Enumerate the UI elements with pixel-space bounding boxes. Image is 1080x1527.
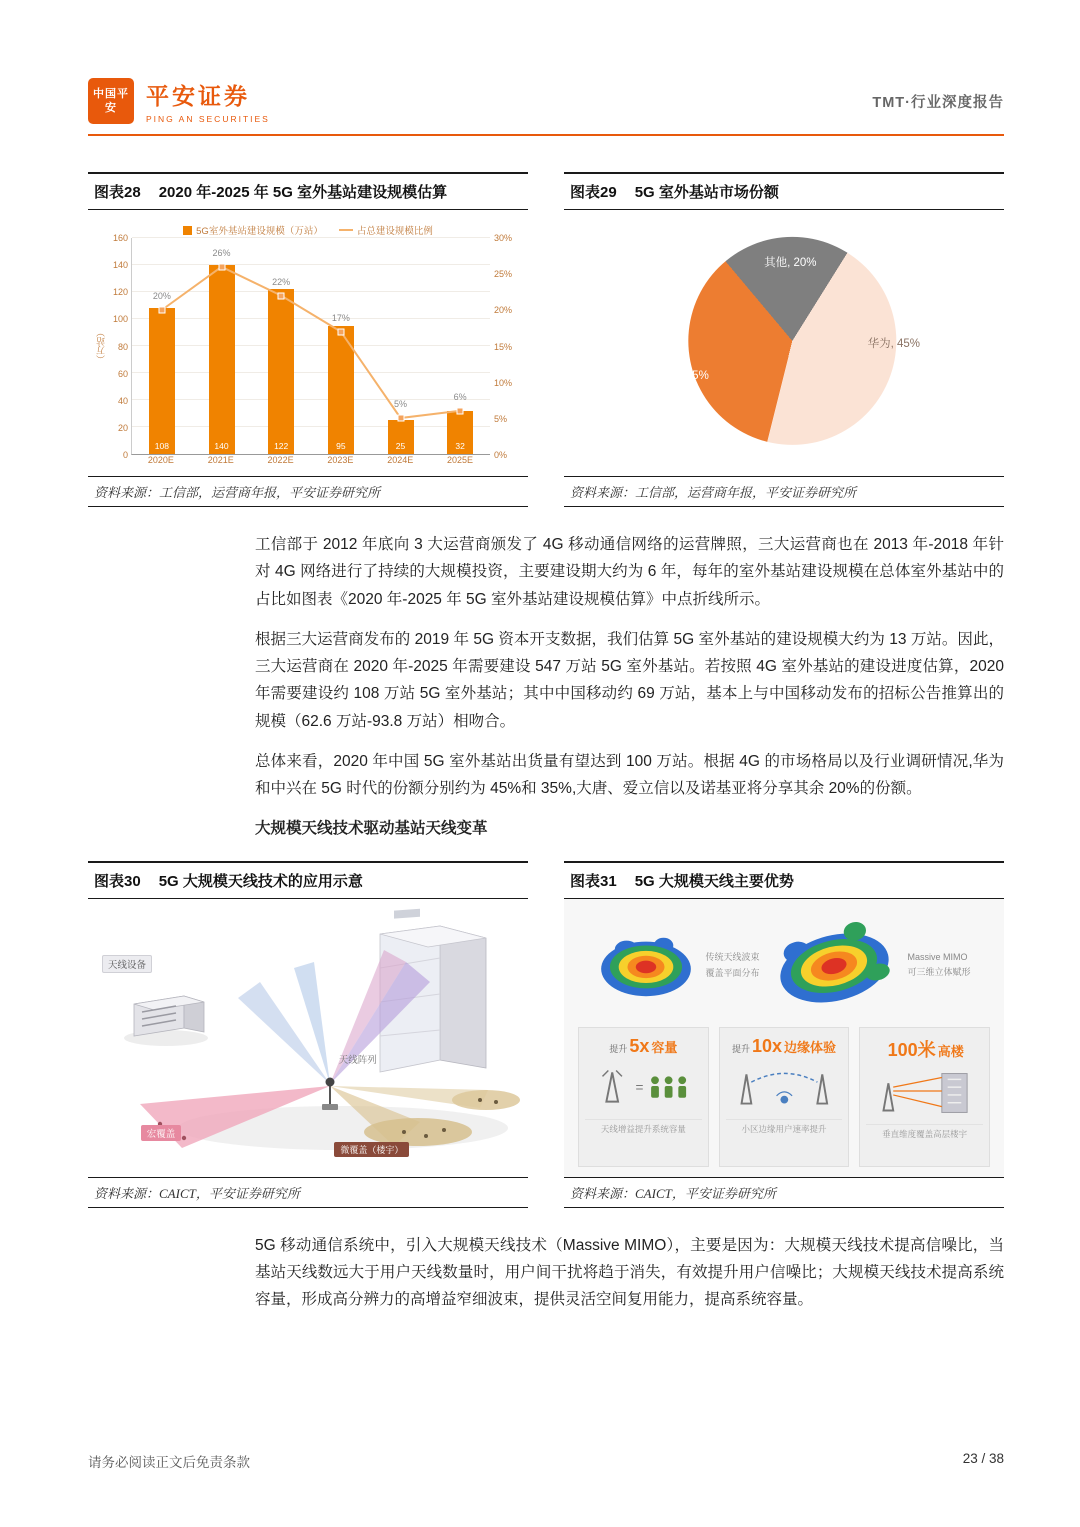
line-marker (218, 263, 225, 270)
fig28-legend (94, 222, 522, 238)
massive-mimo-advantages (564, 899, 1004, 1177)
fig28-y-axis-title: （万站） (96, 328, 106, 365)
line-point-label: 6% (453, 391, 467, 402)
card-caption: 垂直维度覆盖高层楼宇 (866, 1124, 983, 1141)
logo-company-name: 平安证券 (146, 83, 250, 109)
body-text-block-2 (255, 1232, 1004, 1314)
figure-29-title: 5G 室外基站市场份额 (634, 184, 779, 201)
label-macro-coverage: 宏覆盖 (141, 1125, 182, 1141)
figure-row-2 (88, 861, 1004, 1208)
x-axis-category: 2022E (267, 455, 294, 465)
figure-30-source: 资料来源：CAICT，平安证券研究所 (88, 1177, 528, 1208)
figure-29-body (564, 210, 1004, 476)
card-title-suffix: 高楼 (937, 1043, 964, 1059)
pie-slice-label: 中兴, 35% (656, 369, 709, 382)
card-title-value: 5x (629, 1035, 650, 1056)
pattern-label-line: 可三维立体赋形 (907, 966, 971, 977)
section-heading: 大规模天线技术驱动基站天线变革 (255, 820, 488, 838)
edge-experience-icon (726, 1062, 843, 1114)
paragraph-4: 5G 移动通信系统中，引入大规模天线技术（Massive MIMO），主要是因为：大规模天线技术提高信噪比，当基站天线数远大于用户天线数量时，用户间干扰将趋于消失，有效提升用户信噪比；大规模天线技术提高系统容量，形成高分辨力的高增益窄细波束，提供灵活空间复用能力，提高系统容量。 (255, 1236, 1004, 1309)
x-axis-category: 2023E (327, 455, 354, 465)
paragraph-3: 总体来看，2020 年中国 5G 室外基站出货量有望达到 100 万站。根据 4G 的市场格局以及行业调研情况,华为和中兴在 5G 时代的份额分别约为 45%和 35%,大唐、爱立信以及诺基亚将分享其余 20%的份额。 (255, 752, 1004, 798)
line-point-label: 17% (331, 312, 350, 323)
y2-axis-tick: 0% (494, 450, 508, 460)
bar-line-chart (94, 222, 522, 470)
disclaimer-text: 请务必阅读正文后免责条款 (88, 1455, 250, 1470)
figure-row-1 (88, 172, 1004, 507)
y2-axis-tick: 30% (494, 233, 513, 243)
figure-30-label: 图表30 (94, 872, 141, 890)
y-axis-tick: 0 (122, 450, 128, 460)
figure-31-body (564, 899, 1004, 1177)
bar-value-label: 25 (395, 441, 406, 451)
figure-29-source: 资料来源：工信部，运营商年报，平安证券研究所 (564, 476, 1004, 507)
legend-item (339, 222, 433, 238)
line-marker (337, 328, 344, 335)
line-marker (457, 407, 464, 414)
figure-28-header (88, 172, 528, 210)
pattern-label-line: 覆盖平面分布 (705, 968, 760, 979)
pattern-label-line: Massive MIMO (907, 951, 968, 962)
card-title-prefix: 提升 (609, 1043, 628, 1054)
page-header (88, 78, 1004, 124)
figure-29 (564, 172, 1004, 507)
fig28-plot (131, 238, 490, 455)
figure-28-title: 2020 年-2025 年 5G 室外基站建设规模估算 (158, 184, 448, 201)
line-point-label: 22% (272, 276, 291, 287)
capacity-icon (585, 1062, 702, 1114)
legend-item (183, 222, 323, 238)
report-type-label: TMT·行业深度报告 (872, 94, 1004, 111)
figure-31-header (564, 861, 1004, 899)
figure-28 (88, 172, 528, 507)
advantage-card-highrise (859, 1027, 990, 1167)
x-axis-category: 2024E (387, 455, 414, 465)
pie-slice-label: 其他, 20% (764, 257, 817, 269)
figure-30-title: 5G 大规模天线技术的应用示意 (158, 872, 363, 890)
paragraph-2: 根据三大运营商发布的 2019 年 5G 资本开支数据，我们估算 5G 室外基站的建设规模大约为 13 万站。因此，三大运营商在 2020 年-2025 年需要建设 547 万站 5G 室外基站。若按照 4G 室外基站的建设进度估算，2020 年需要建设约 108 万站 5G 室外基站；其中中国移动约 69 万站，基本上与中国移动发布的招标公告推算出的规模（62.6 万站-93.8 万站）相吻合。 (255, 630, 1004, 730)
bar-value-label: 32 (455, 441, 465, 451)
y2-axis-tick: 15% (494, 341, 513, 352)
figure-31-source: 资料来源：CAICT，平安证券研究所 (564, 1177, 1004, 1208)
logo-text (146, 78, 270, 124)
advantage-cards (578, 1027, 990, 1167)
x-axis-category: 2020E (147, 455, 174, 465)
pingan-logo-mark-icon (88, 78, 134, 124)
label-antenna-array: 天线阵列 (338, 1054, 377, 1066)
beam-pattern-mimo-icon (770, 919, 898, 1011)
y2-axis-tick: 10% (494, 377, 513, 388)
y-axis-tick: 160 (112, 233, 128, 243)
paragraph-1: 工信部于 2012 年底向 3 大运营商颁发了 4G 移动通信网络的运营牌照，三大运营商也在 2013 年-2018 年针对 4G 网络进行了持续的大规模投资，主要建设期大约为 6 年，每年的室外基站建设规模在总体室外基站中的占比如图表《2020 年-2025 年 5G 室外基站建设规模估算》中点折线所示。 (255, 536, 1004, 608)
page-footer (88, 1451, 1004, 1471)
logo-mark-text: 中国平安 (93, 87, 129, 114)
fig28-axis-left (107, 233, 131, 460)
beam-pattern-mimo-label (908, 952, 971, 978)
advantage-card-edge (719, 1027, 850, 1167)
page-content (0, 172, 1080, 1313)
card-caption: 小区边缘用户速率提升 (726, 1119, 843, 1136)
y2-axis-tick: 25% (494, 269, 513, 280)
header-divider (88, 134, 1004, 136)
label-antenna-device: 天线设备 (102, 955, 152, 973)
pattern-label-line: 传统天线波束 (705, 952, 760, 963)
figure-31-title: 5G 大规模天线主要优势 (634, 872, 794, 890)
ratio-line (132, 238, 490, 454)
logo-company-name-en: PING AN SECURITIES (146, 114, 270, 124)
fig28-categories (131, 455, 490, 470)
figure-30 (88, 861, 528, 1208)
figure-28-body (88, 210, 528, 476)
figure-30-header (88, 861, 528, 899)
x-axis-category: 2021E (207, 455, 234, 465)
page-number: 23 / 38 (962, 1451, 1004, 1466)
line-marker (158, 307, 165, 314)
card-title-value: 100米 (887, 1039, 936, 1060)
line-point-label: 26% (212, 247, 231, 258)
figure-29-header (564, 172, 1004, 210)
advantage-card-capacity (578, 1027, 709, 1167)
legend-label: 5G室外基站建设规模（万站） (196, 226, 323, 237)
beam-pattern-traditional-icon (597, 926, 695, 1004)
card-title-suffix: 容量 (651, 1039, 678, 1055)
massive-mimo-illustration (88, 899, 528, 1177)
fig28-axis-right (490, 233, 522, 460)
beam-pattern-row (578, 909, 990, 1021)
legend-label: 占总建设规模比例 (356, 226, 433, 237)
pie-chart (564, 210, 1004, 476)
figure-28-source: 资料来源：工信部，运营商年报，平安证券研究所 (88, 476, 528, 507)
body-text-block-1 (255, 531, 1004, 843)
legend-swatch-icon (339, 229, 353, 231)
bar-value-label: 122 (274, 441, 289, 451)
svg-text:=: = (635, 1079, 644, 1095)
bar-value-label: 140 (214, 441, 229, 451)
figure-31-label: 图表31 (570, 872, 617, 890)
y2-axis-tick: 5% (494, 413, 508, 424)
line-point-label: 5% (393, 399, 408, 410)
card-caption: 天线增益提升系统容量 (585, 1119, 702, 1136)
highrise-coverage-icon (866, 1067, 983, 1119)
x-axis-category: 2025E (447, 455, 474, 465)
legend-swatch-icon (183, 226, 192, 235)
y-axis-tick: 20 (117, 422, 128, 433)
card-title (886, 1036, 964, 1062)
figure-28-label: 图表28 (94, 184, 141, 201)
card-title (732, 1036, 836, 1057)
card-title-suffix: 边缘体验 (784, 1039, 837, 1055)
y-axis-tick: 120 (112, 287, 128, 298)
line-marker (397, 415, 404, 422)
figure-31 (564, 861, 1004, 1208)
y-axis-tick: 40 (117, 395, 128, 406)
pingan-logo (88, 78, 270, 124)
bar-value-label: 108 (154, 441, 169, 451)
figure-29-label: 图表29 (570, 184, 617, 201)
card-title-prefix: 提升 (731, 1043, 750, 1054)
card-title-value: 10x (751, 1035, 783, 1056)
line-point-label: 20% (152, 291, 171, 302)
label-micro-coverage: 微覆盖（楼宇） (334, 1142, 409, 1157)
card-title (609, 1036, 677, 1057)
pie-slice-label: 华为, 45% (867, 338, 921, 351)
beam-pattern-traditional-label (705, 950, 759, 979)
line-marker (278, 292, 285, 299)
y2-axis-tick: 20% (494, 305, 513, 316)
y-axis-tick: 60 (117, 368, 128, 379)
bar-value-label: 95 (336, 441, 346, 451)
y-axis-tick: 100 (112, 314, 128, 325)
y-axis-tick: 80 (117, 341, 128, 352)
y-axis-tick: 140 (112, 260, 128, 271)
